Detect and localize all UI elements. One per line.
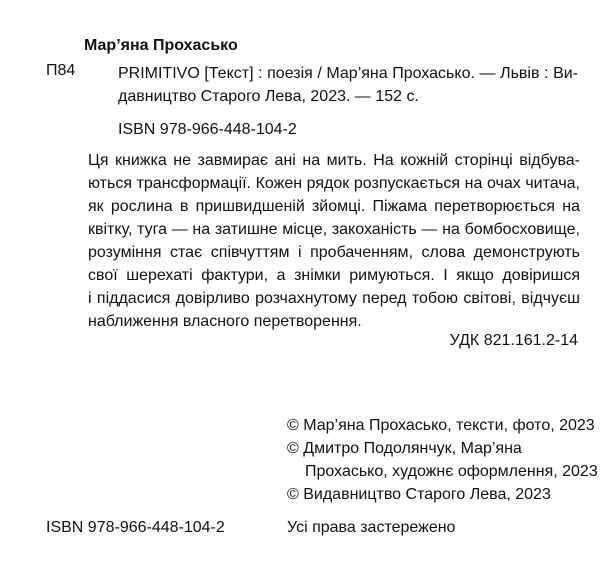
copyright-line: Прохасько, художнє оформлення, 2023 — [305, 463, 598, 480]
annotation-line: наближення власного перетворення. — [88, 313, 362, 330]
bibliographic-line: давництво Старого Лева, 2023. — 152 с. — [118, 88, 419, 105]
bibliographic-record — [118, 62, 578, 108]
udk-code: УДК 821.161.2-14 — [449, 332, 578, 349]
isbn-bottom: ISBN 978-966-448-104-2 — [46, 519, 225, 536]
annotation-line: свої шерехаті фактури, а знімки римуються. І якщо довіришся — [88, 267, 580, 284]
bibliographic-line: PRIMITIVO [Текст] : поезія / Мар’яна Прохасько. — Львів : Ви- — [118, 65, 578, 82]
annotation-line: ються трансформації. Кожен рядок розпускається на очах читача, — [88, 175, 580, 192]
copyright-line: © Мар’яна Прохасько, тексти, фото, 2023 — [287, 417, 595, 434]
author-name: Мар’яна Прохасько — [84, 37, 238, 54]
copyright-block — [287, 414, 598, 506]
annotation-line: і піддасися довірливо розчахнутому перед тобою світові, відчуєш — [88, 290, 580, 307]
copyright-line: © Дмитро Подолянчук, Мар’яна — [287, 440, 522, 457]
annotation-line: квітку, туга — на затишне місце, закоханість — на бомбосховище, — [88, 221, 580, 238]
annotation — [88, 149, 580, 333]
annotation-line: Ця книжка не завмирає ані на мить. На кожній сторінці відбува- — [88, 152, 580, 169]
copyright-line: © Видавництво Старого Лева, 2023 — [287, 486, 551, 503]
rights-reserved: Усі права застережено — [287, 519, 456, 536]
annotation-line: як рослина в пришвидшеній зйомці. Піжама перетворюється на — [88, 198, 580, 215]
annotation-line: розуміння стає співчуттям і пробаченням, слова демонструють — [88, 244, 580, 261]
isbn-top: ISBN 978-966-448-104-2 — [118, 121, 297, 138]
classification-code: П84 — [46, 62, 76, 79]
